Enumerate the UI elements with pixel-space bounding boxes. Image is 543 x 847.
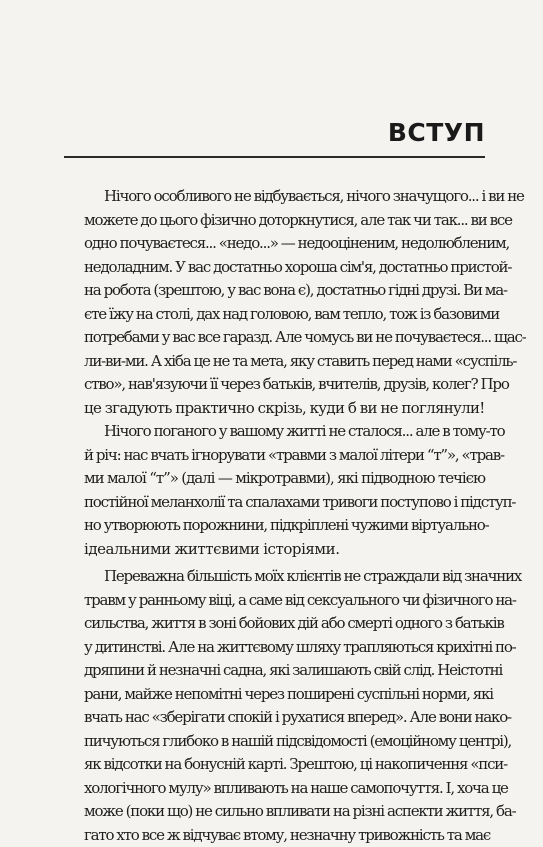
body-text bbox=[64, 185, 485, 847]
text-line: одно почуваєтеся... «недо...» — недооціненим, недолюбленим, bbox=[64, 232, 485, 256]
text-line: гато хто все ж відчуває втому, незначну тривожність та має bbox=[64, 824, 485, 847]
paragraph-1 bbox=[64, 185, 485, 420]
text-line: ми малої “т”» (далі — мікротравми), які підводною течією bbox=[64, 467, 485, 491]
text-line: недоладним. У вас достатньо хороша сім'я, достатньо пристой- bbox=[64, 256, 485, 280]
text-line: єте їжу на столі, дах над головою, вам тепло, тож із базовими bbox=[64, 303, 485, 327]
text-line: як відсотки на бонусній карті. Зрештою, ці накопичення «пси- bbox=[64, 753, 485, 777]
chapter-title: ВСТУП bbox=[388, 118, 485, 147]
title-rule bbox=[64, 156, 485, 158]
text-line: потребами у вас все гаразд. Але чомусь ви не почуваєтеся... щас- bbox=[64, 326, 485, 350]
paragraph-3 bbox=[64, 565, 485, 847]
text-line: хологічного мулу» впливають на наше самопочуття. І, хоча це bbox=[64, 777, 485, 801]
text-line: ство», нав'язуючи її через батьків, вчителів, друзів, колег? Про bbox=[64, 373, 485, 397]
text-line: може (поки що) не сильно впливати на різні аспекти життя, ба- bbox=[64, 800, 485, 824]
text-line: но утворюють порожнини, підкріплені чужими віртуально- bbox=[64, 514, 485, 538]
text-line: це згадують практично скрізь, куди б ви не поглянули! bbox=[64, 397, 485, 421]
text-line: можете до цього фізично доторкнутися, але так чи так... ви все bbox=[64, 209, 485, 233]
text-line: сильства, життя в зоні бойових дій або смерті одного з батьків bbox=[64, 612, 485, 636]
text-line: ли-ви-ми. А хіба це не та мета, яку ставить перед нами «суспіль- bbox=[64, 350, 485, 374]
text-line: пичуються глибоко в нашій підсвідомості (емоційному центрі), bbox=[64, 730, 485, 754]
text-line: Нічого поганого у вашому житті не сталося... але в тому-то bbox=[64, 420, 485, 444]
text-line: травм у ранньому віці, а саме від сексуального чи фізичного на- bbox=[64, 589, 485, 613]
text-line: рани, майже непомітні через поширені суспільні норми, які bbox=[64, 683, 485, 707]
text-line: на робота (зрештою, у вас вона є), достатньо гідні друзі. Ви ма- bbox=[64, 279, 485, 303]
text-line: Переважна більшість моїх клієнтів не страждали від значних bbox=[64, 565, 485, 589]
text-line: ідеальними життєвими історіями. bbox=[64, 538, 485, 562]
text-line: постійної меланхолії та спалахами тривоги поступово і підступ- bbox=[64, 491, 485, 515]
text-line: у дитинстві. Але на життєвому шляху трапляються крихітні по- bbox=[64, 636, 485, 660]
paragraph-2 bbox=[64, 420, 485, 561]
text-line: дряпини й незначні садна, які залишають свій слід. Неістотні bbox=[64, 659, 485, 683]
text-line: вчать нас «зберігати спокій і рухатися вперед». Але вони нако- bbox=[64, 706, 485, 730]
text-line: Нічого особливого не відбувається, нічого значущого... і ви не bbox=[64, 185, 485, 209]
text-line: й річ: нас вчать ігнорувати «травми з малої літери “т”», «трав- bbox=[64, 444, 485, 468]
